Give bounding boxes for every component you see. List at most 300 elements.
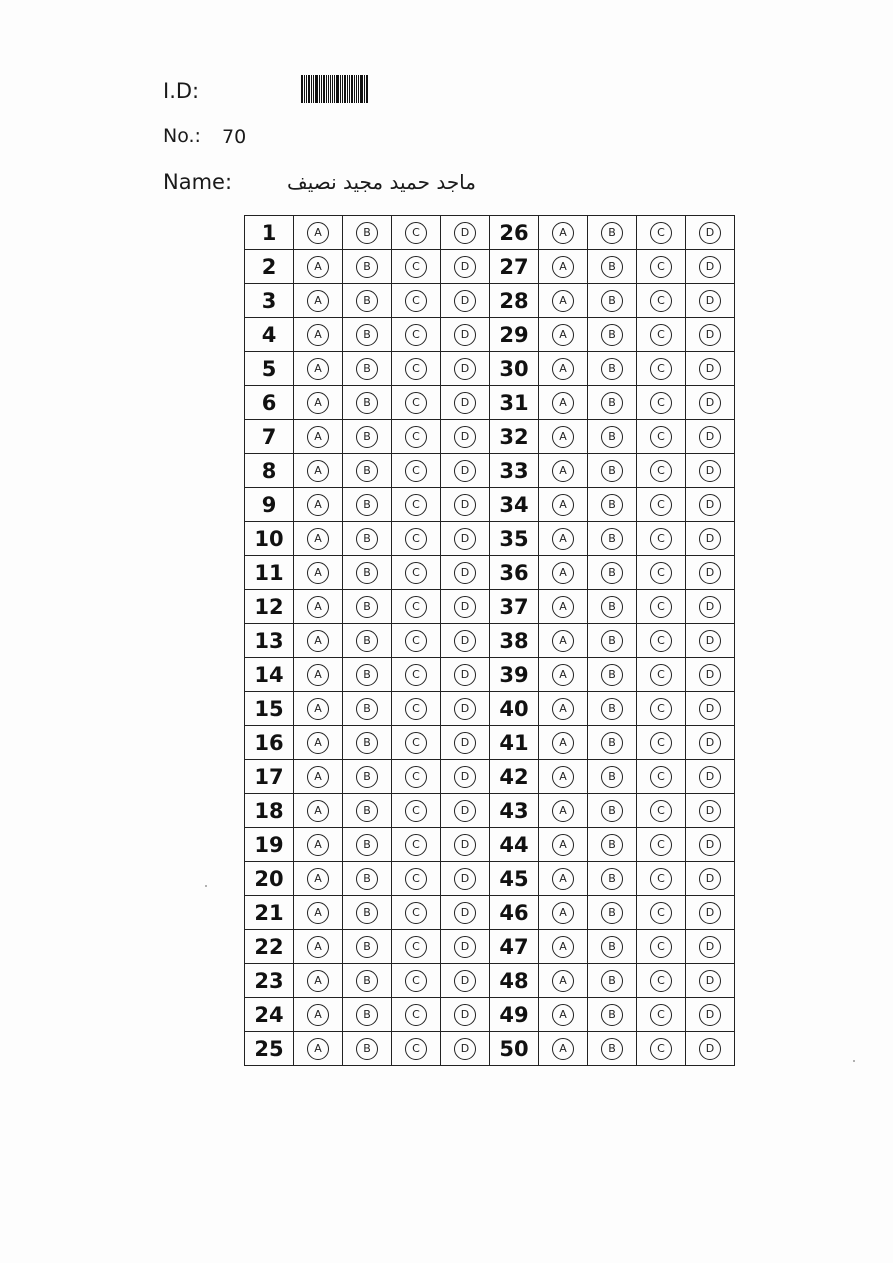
answer-cell (294, 454, 343, 488)
answer-bubble-b[interactable]: B (356, 222, 378, 244)
answer-cell (539, 658, 588, 692)
answer-bubble-b[interactable]: B (601, 562, 623, 584)
answer-bubble-c[interactable]: C (405, 868, 427, 890)
answer-cell (392, 556, 441, 590)
answer-bubble-c[interactable]: C (405, 834, 427, 856)
answer-bubble-a[interactable]: A (552, 596, 574, 618)
answer-bubble-a[interactable]: A (552, 936, 574, 958)
answer-bubble-d[interactable]: D (454, 290, 476, 312)
answer-bubble-a[interactable]: A (552, 460, 574, 482)
answer-bubble-c[interactable]: C (405, 664, 427, 686)
answer-bubble-b[interactable]: B (356, 562, 378, 584)
answer-bubble-a[interactable]: A (552, 392, 574, 414)
answer-cell (637, 216, 686, 250)
answer-cell (539, 420, 588, 454)
answer-bubble-d[interactable]: D (454, 528, 476, 550)
answer-cell (686, 386, 735, 420)
question-number: 49 (490, 998, 539, 1032)
answer-bubble-c[interactable]: C (650, 970, 672, 992)
answer-cell (441, 624, 490, 658)
answer-bubble-d[interactable]: D (454, 426, 476, 448)
answer-bubble-d[interactable]: D (454, 970, 476, 992)
answer-cell (686, 522, 735, 556)
answer-cell (392, 828, 441, 862)
table-row (245, 828, 735, 862)
answer-bubble-a[interactable]: A (307, 528, 329, 550)
answer-bubble-a[interactable]: A (552, 732, 574, 754)
answer-cell (588, 726, 637, 760)
answer-bubble-a[interactable]: A (552, 290, 574, 312)
answer-bubble-d[interactable]: D (699, 562, 721, 584)
answer-cell (588, 760, 637, 794)
question-number: 15 (245, 692, 294, 726)
answer-bubble-b[interactable]: B (356, 766, 378, 788)
answer-bubble-a[interactable]: A (307, 256, 329, 278)
answer-cell (392, 352, 441, 386)
answer-cell (343, 658, 392, 692)
answer-bubble-c[interactable]: C (405, 1004, 427, 1026)
answer-bubble-d[interactable]: D (454, 868, 476, 890)
barcode-bar (301, 75, 303, 103)
answer-bubble-d[interactable]: D (454, 358, 476, 380)
answer-cell (588, 386, 637, 420)
answer-bubble-b[interactable]: B (356, 290, 378, 312)
answer-bubble-b[interactable]: B (356, 426, 378, 448)
table-row (245, 216, 735, 250)
scan-speck (205, 885, 207, 887)
answer-bubble-c[interactable]: C (405, 290, 427, 312)
answer-bubble-c[interactable]: C (405, 766, 427, 788)
answer-bubble-d[interactable]: D (699, 222, 721, 244)
answer-bubble-b[interactable]: B (601, 970, 623, 992)
question-number: 4 (245, 318, 294, 352)
answer-bubble-d[interactable]: D (454, 392, 476, 414)
answer-bubble-c[interactable]: C (405, 902, 427, 924)
answer-cell (294, 828, 343, 862)
barcode-bar (332, 75, 334, 103)
answer-bubble-d[interactable]: D (454, 664, 476, 686)
answer-bubble-a[interactable]: A (307, 460, 329, 482)
answer-bubble-a[interactable]: A (552, 1038, 574, 1060)
answer-cell (637, 386, 686, 420)
answer-bubble-b[interactable]: B (601, 902, 623, 924)
question-number: 7 (245, 420, 294, 454)
answer-bubble-d[interactable]: D (454, 732, 476, 754)
answer-bubble-c[interactable]: C (405, 256, 427, 278)
answer-bubble-d[interactable]: D (699, 936, 721, 958)
answer-bubble-d[interactable]: D (699, 1038, 721, 1060)
answer-bubble-a[interactable]: A (552, 834, 574, 856)
answer-cell (392, 998, 441, 1032)
answer-cell (539, 998, 588, 1032)
answer-cell (588, 1032, 637, 1066)
answer-cell (637, 964, 686, 998)
answer-cell (637, 556, 686, 590)
answer-cell (343, 216, 392, 250)
answer-bubble-b[interactable]: B (356, 1004, 378, 1026)
answer-cell (343, 726, 392, 760)
answer-cell (588, 216, 637, 250)
answer-bubble-b[interactable]: B (601, 358, 623, 380)
answer-bubble-d[interactable]: D (699, 902, 721, 924)
answer-bubble-b[interactable]: B (356, 800, 378, 822)
answer-bubble-d[interactable]: D (699, 834, 721, 856)
answer-bubble-c[interactable]: C (405, 392, 427, 414)
answer-bubble-a[interactable]: A (307, 766, 329, 788)
answer-bubble-b[interactable]: B (601, 290, 623, 312)
answer-bubble-b[interactable]: B (601, 834, 623, 856)
answer-bubble-d[interactable]: D (699, 392, 721, 414)
answer-cell (441, 556, 490, 590)
answer-bubble-a[interactable]: A (307, 222, 329, 244)
answer-bubble-c[interactable]: C (650, 800, 672, 822)
answer-bubble-b[interactable]: B (356, 460, 378, 482)
answer-bubble-a[interactable]: A (552, 324, 574, 346)
answer-cell (686, 624, 735, 658)
answer-bubble-c[interactable]: C (405, 222, 427, 244)
answer-cell (637, 896, 686, 930)
answer-bubble-c[interactable]: C (650, 460, 672, 482)
answer-cell (637, 488, 686, 522)
answer-bubble-b[interactable]: B (356, 970, 378, 992)
answer-bubble-a[interactable]: A (307, 732, 329, 754)
answer-cell (392, 964, 441, 998)
answer-bubble-d[interactable]: D (699, 1004, 721, 1026)
answer-bubble-c[interactable]: C (405, 732, 427, 754)
answer-cell (686, 318, 735, 352)
answer-bubble-c[interactable]: C (650, 256, 672, 278)
answer-bubble-d[interactable]: D (699, 664, 721, 686)
answer-bubble-c[interactable]: C (405, 426, 427, 448)
answer-bubble-b[interactable]: B (356, 358, 378, 380)
question-number: 24 (245, 998, 294, 1032)
barcode-bar (356, 75, 357, 103)
answer-bubble-c[interactable]: C (405, 358, 427, 380)
answer-bubble-c[interactable]: C (405, 460, 427, 482)
answer-cell (392, 726, 441, 760)
answer-bubble-c[interactable]: C (650, 766, 672, 788)
answer-bubble-b[interactable]: B (601, 664, 623, 686)
answer-bubble-b[interactable]: B (601, 222, 623, 244)
answer-cell (539, 930, 588, 964)
answer-bubble-b[interactable]: B (601, 256, 623, 278)
answer-bubble-c[interactable]: C (405, 936, 427, 958)
answer-bubble-b[interactable]: B (601, 528, 623, 550)
answer-bubble-c[interactable]: C (650, 732, 672, 754)
answer-bubble-b[interactable]: B (601, 698, 623, 720)
answer-bubble-b[interactable]: B (356, 528, 378, 550)
answer-bubble-a[interactable]: A (307, 800, 329, 822)
answer-cell (294, 624, 343, 658)
answer-cell (294, 726, 343, 760)
answer-bubble-a[interactable]: A (552, 222, 574, 244)
answer-bubble-d[interactable]: D (454, 1038, 476, 1060)
answer-cell (588, 352, 637, 386)
answer-bubble-b[interactable]: B (356, 630, 378, 652)
answer-bubble-d[interactable]: D (699, 324, 721, 346)
answer-bubble-c[interactable]: C (650, 902, 672, 924)
answer-bubble-a[interactable]: A (307, 868, 329, 890)
answer-cell (588, 658, 637, 692)
answer-bubble-c[interactable]: C (650, 392, 672, 414)
answer-bubble-a[interactable]: A (552, 494, 574, 516)
answer-cell (343, 930, 392, 964)
answer-bubble-b[interactable]: B (601, 766, 623, 788)
answer-bubble-a[interactable]: A (307, 324, 329, 346)
answer-bubble-b[interactable]: B (601, 392, 623, 414)
answer-bubble-c[interactable]: C (650, 596, 672, 618)
answer-bubble-c[interactable]: C (650, 324, 672, 346)
answer-cell (588, 692, 637, 726)
answer-cell (686, 352, 735, 386)
answer-bubble-d[interactable]: D (699, 460, 721, 482)
answer-bubble-d[interactable]: D (699, 290, 721, 312)
answer-bubble-a[interactable]: A (307, 698, 329, 720)
answer-cell (294, 896, 343, 930)
answer-bubble-a[interactable]: A (552, 528, 574, 550)
answer-bubble-d[interactable]: D (454, 698, 476, 720)
answer-cell (294, 964, 343, 998)
answer-bubble-c[interactable]: C (650, 426, 672, 448)
answer-bubble-d[interactable]: D (454, 1004, 476, 1026)
answer-bubble-b[interactable]: B (356, 698, 378, 720)
answer-bubble-a[interactable]: A (552, 630, 574, 652)
answer-bubble-d[interactable]: D (454, 460, 476, 482)
answer-bubble-b[interactable]: B (601, 800, 623, 822)
answer-cell (294, 284, 343, 318)
answer-bubble-b[interactable]: B (601, 494, 623, 516)
answer-bubble-c[interactable]: C (405, 528, 427, 550)
answer-bubble-a[interactable]: A (307, 426, 329, 448)
table-row (245, 386, 735, 420)
answer-bubble-a[interactable]: A (552, 1004, 574, 1026)
answer-bubble-a[interactable]: A (307, 1038, 329, 1060)
table-row (245, 692, 735, 726)
answer-cell (539, 488, 588, 522)
answer-bubble-c[interactable]: C (650, 494, 672, 516)
answer-bubble-b[interactable]: B (356, 732, 378, 754)
answer-bubble-c[interactable]: C (405, 562, 427, 584)
answer-bubble-c[interactable]: C (405, 800, 427, 822)
answer-bubble-a[interactable]: A (307, 392, 329, 414)
answer-bubble-d[interactable]: D (454, 256, 476, 278)
answer-bubble-d[interactable]: D (454, 834, 476, 856)
answer-bubble-b[interactable]: B (356, 494, 378, 516)
answer-bubble-b[interactable]: B (356, 324, 378, 346)
barcode-bar (334, 75, 335, 103)
answer-bubble-c[interactable]: C (650, 1004, 672, 1026)
answer-bubble-c[interactable]: C (650, 562, 672, 584)
answer-bubble-a[interactable]: A (307, 970, 329, 992)
barcode-icon (301, 75, 369, 103)
answer-cell (392, 930, 441, 964)
answer-bubble-c[interactable]: C (650, 936, 672, 958)
answer-bubble-d[interactable]: D (454, 596, 476, 618)
answer-cell (637, 726, 686, 760)
answer-cell (343, 1032, 392, 1066)
answer-bubble-d[interactable]: D (699, 732, 721, 754)
answer-bubble-b[interactable]: B (356, 664, 378, 686)
answer-bubble-c[interactable]: C (405, 630, 427, 652)
answer-bubble-d[interactable]: D (454, 562, 476, 584)
answer-cell (343, 556, 392, 590)
answer-bubble-a[interactable]: A (552, 426, 574, 448)
answer-bubble-d[interactable]: D (699, 970, 721, 992)
answer-bubble-a[interactable]: A (307, 936, 329, 958)
answer-bubble-b[interactable]: B (356, 868, 378, 890)
answer-bubble-a[interactable]: A (307, 596, 329, 618)
answer-bubble-d[interactable]: D (699, 358, 721, 380)
answer-bubble-d[interactable]: D (699, 494, 721, 516)
answer-cell (588, 318, 637, 352)
answer-bubble-d[interactable]: D (699, 800, 721, 822)
table-row (245, 488, 735, 522)
answer-bubble-a[interactable]: A (307, 664, 329, 686)
question-number: 19 (245, 828, 294, 862)
answer-cell (294, 1032, 343, 1066)
answer-bubble-d[interactable]: D (454, 902, 476, 924)
answer-bubble-d[interactable]: D (454, 936, 476, 958)
answer-bubble-c[interactable]: C (405, 698, 427, 720)
answer-grid (244, 215, 735, 1066)
answer-bubble-c[interactable]: C (405, 596, 427, 618)
answer-bubble-d[interactable]: D (454, 324, 476, 346)
answer-bubble-a[interactable]: A (552, 358, 574, 380)
table-row (245, 454, 735, 488)
id-label: I.D: (163, 79, 200, 103)
answer-bubble-a[interactable]: A (307, 358, 329, 380)
question-number: 39 (490, 658, 539, 692)
question-number: 44 (490, 828, 539, 862)
answer-bubble-b[interactable]: B (356, 834, 378, 856)
answer-bubble-b[interactable]: B (601, 1038, 623, 1060)
answer-bubble-b[interactable]: B (601, 426, 623, 448)
answer-bubble-b[interactable]: B (601, 1004, 623, 1026)
question-number: 42 (490, 760, 539, 794)
answer-bubble-b[interactable]: B (601, 596, 623, 618)
answer-cell (343, 590, 392, 624)
answer-bubble-b[interactable]: B (601, 460, 623, 482)
answer-bubble-a[interactable]: A (552, 902, 574, 924)
answer-bubble-d[interactable]: D (699, 528, 721, 550)
answer-cell (294, 590, 343, 624)
answer-cell (441, 862, 490, 896)
answer-cell (588, 828, 637, 862)
answer-bubble-c[interactable]: C (650, 222, 672, 244)
answer-bubble-d[interactable]: D (699, 766, 721, 788)
answer-bubble-c[interactable]: C (650, 698, 672, 720)
answer-bubble-b[interactable]: B (356, 392, 378, 414)
question-number: 41 (490, 726, 539, 760)
answer-bubble-a[interactable]: A (552, 868, 574, 890)
answer-bubble-d[interactable]: D (699, 868, 721, 890)
answer-bubble-c[interactable]: C (650, 834, 672, 856)
barcode-bar (336, 75, 339, 103)
answer-cell (637, 250, 686, 284)
answer-bubble-c[interactable]: C (650, 358, 672, 380)
answer-bubble-b[interactable]: B (356, 596, 378, 618)
answer-bubble-b[interactable]: B (601, 868, 623, 890)
barcode-bar (330, 75, 331, 103)
answer-bubble-d[interactable]: D (699, 596, 721, 618)
answer-cell (441, 896, 490, 930)
answer-bubble-a[interactable]: A (552, 256, 574, 278)
answer-bubble-a[interactable]: A (552, 766, 574, 788)
name-value: ماجد حميد مجيد نصيف (286, 170, 476, 194)
answer-bubble-b[interactable]: B (601, 630, 623, 652)
answer-bubble-c[interactable]: C (650, 868, 672, 890)
answer-cell (343, 624, 392, 658)
answer-bubble-d[interactable]: D (454, 630, 476, 652)
answer-cell (588, 250, 637, 284)
answer-bubble-c[interactable]: C (650, 528, 672, 550)
question-number: 35 (490, 522, 539, 556)
answer-bubble-a[interactable]: A (307, 630, 329, 652)
answer-bubble-a[interactable]: A (307, 834, 329, 856)
answer-bubble-a[interactable]: A (307, 290, 329, 312)
answer-cell (441, 318, 490, 352)
answer-bubble-a[interactable]: A (552, 698, 574, 720)
answer-bubble-c[interactable]: C (405, 1038, 427, 1060)
answer-bubble-b[interactable]: B (601, 324, 623, 346)
answer-bubble-b[interactable]: B (356, 256, 378, 278)
barcode-bar (349, 75, 350, 103)
answer-bubble-a[interactable]: A (552, 562, 574, 584)
answer-bubble-b[interactable]: B (356, 1038, 378, 1060)
answer-bubble-c[interactable]: C (650, 664, 672, 686)
answer-cell (686, 862, 735, 896)
answer-bubble-a[interactable]: A (552, 664, 574, 686)
answer-cell (294, 794, 343, 828)
answer-bubble-a[interactable]: A (552, 800, 574, 822)
answer-cell (539, 352, 588, 386)
question-number: 6 (245, 386, 294, 420)
answer-bubble-d[interactable]: D (699, 426, 721, 448)
answer-cell (392, 794, 441, 828)
answer-bubble-b[interactable]: B (601, 732, 623, 754)
answer-bubble-a[interactable]: A (552, 970, 574, 992)
answer-cell (441, 250, 490, 284)
answer-bubble-d[interactable]: D (454, 800, 476, 822)
answer-cell (686, 590, 735, 624)
answer-cell (637, 590, 686, 624)
answer-bubble-c[interactable]: C (405, 494, 427, 516)
answer-bubble-a[interactable]: A (307, 562, 329, 584)
answer-bubble-b[interactable]: B (601, 936, 623, 958)
answer-bubble-c[interactable]: C (650, 630, 672, 652)
answer-cell (637, 930, 686, 964)
answer-bubble-d[interactable]: D (699, 256, 721, 278)
answer-bubble-c[interactable]: C (650, 290, 672, 312)
answer-bubble-d[interactable]: D (699, 698, 721, 720)
table-row (245, 760, 735, 794)
answer-cell (539, 522, 588, 556)
answer-bubble-c[interactable]: C (405, 970, 427, 992)
question-number: 38 (490, 624, 539, 658)
answer-bubble-b[interactable]: B (356, 936, 378, 958)
answer-bubble-a[interactable]: A (307, 902, 329, 924)
answer-bubble-c[interactable]: C (650, 1038, 672, 1060)
answer-bubble-c[interactable]: C (405, 324, 427, 346)
answer-bubble-b[interactable]: B (356, 902, 378, 924)
answer-cell (441, 930, 490, 964)
answer-bubble-d[interactable]: D (699, 630, 721, 652)
answer-bubble-d[interactable]: D (454, 766, 476, 788)
answer-bubble-d[interactable]: D (454, 222, 476, 244)
answer-bubble-d[interactable]: D (454, 494, 476, 516)
answer-bubble-a[interactable]: A (307, 494, 329, 516)
answer-bubble-a[interactable]: A (307, 1004, 329, 1026)
